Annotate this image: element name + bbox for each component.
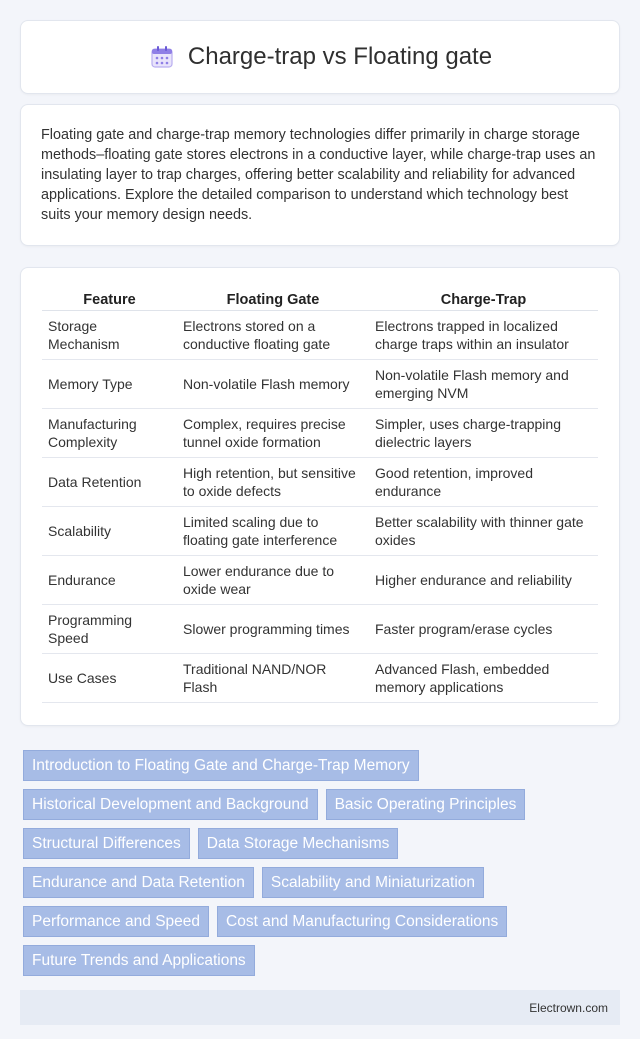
table-cell-charge-trap: Better scalability with thinner gate oxides <box>369 507 598 556</box>
table-cell-floating-gate: Non-volatile Flash memory <box>177 360 369 409</box>
table-cell-charge-trap: Advanced Flash, embedded memory applications <box>369 654 598 703</box>
calendar-icon <box>148 43 176 71</box>
table-cell-feature: Storage Mechanism <box>42 311 177 360</box>
topic-tags <box>20 750 620 976</box>
table-row <box>42 556 598 605</box>
footer-site-name: Electrown.com <box>529 1000 608 1015</box>
table-cell-floating-gate: Traditional NAND/NOR Flash <box>177 654 369 703</box>
table-cell-floating-gate: Lower endurance due to oxide wear <box>177 556 369 605</box>
table-row <box>42 458 598 507</box>
topic-tag[interactable]: Future Trends and Applications <box>23 945 255 976</box>
table-cell-floating-gate: Slower programming times <box>177 605 369 654</box>
header-charge-trap: Charge-Trap <box>369 288 598 311</box>
table-cell-feature: Scalability <box>42 507 177 556</box>
page-title: Charge-trap vs Floating gate <box>187 43 493 70</box>
table-row <box>42 311 598 360</box>
table-row <box>42 507 598 556</box>
intro-card <box>20 104 620 246</box>
table-cell-charge-trap: Good retention, improved endurance <box>369 458 598 507</box>
table-cell-feature: Use Cases <box>42 654 177 703</box>
footer <box>20 990 620 1025</box>
table-cell-feature: Programming Speed <box>42 605 177 654</box>
table-row <box>42 654 598 703</box>
topic-tag[interactable]: Data Storage Mechanisms <box>198 828 399 859</box>
table-cell-floating-gate: High retention, but sensitive to oxide defects <box>177 458 369 507</box>
table-cell-charge-trap: Simpler, uses charge-trapping dielectric layers <box>369 409 598 458</box>
topic-tag[interactable]: Structural Differences <box>23 828 190 859</box>
table-cell-charge-trap: Higher endurance and reliability <box>369 556 598 605</box>
intro-text: Floating gate and charge-trap memory technologies differ primarily in charge storage methods–floating gate stores electrons in a conductive layer, while charge-trap uses an insulating layer to trap charges, offering better scalability and reliability for advanced applications. Explore the detailed comparison to understand which technology best suits your memory design needs. <box>41 127 596 223</box>
table-cell-feature: Manufacturing Complexity <box>42 409 177 458</box>
topic-tag[interactable]: Endurance and Data Retention <box>23 867 254 898</box>
topic-tag[interactable]: Introduction to Floating Gate and Charge-Trap Memory <box>23 750 419 781</box>
table-header-row <box>42 288 598 311</box>
header-floating-gate: Floating Gate <box>177 288 369 311</box>
comparison-table-card <box>20 267 620 726</box>
table-cell-floating-gate: Complex, requires precise tunnel oxide formation <box>177 409 369 458</box>
table-row <box>42 605 598 654</box>
table-row <box>42 360 598 409</box>
topic-tag[interactable]: Cost and Manufacturing Considerations <box>217 906 507 937</box>
table-cell-feature: Memory Type <box>42 360 177 409</box>
comparison-table <box>42 288 598 703</box>
table-cell-floating-gate: Limited scaling due to floating gate interference <box>177 507 369 556</box>
topic-tag[interactable]: Scalability and Miniaturization <box>262 867 484 898</box>
table-cell-charge-trap: Faster program/erase cycles <box>369 605 598 654</box>
title-card <box>20 20 620 94</box>
table-cell-feature: Data Retention <box>42 458 177 507</box>
table-cell-charge-trap: Non-volatile Flash memory and emerging NVM <box>369 360 598 409</box>
table-row <box>42 409 598 458</box>
topic-tag[interactable]: Basic Operating Principles <box>326 789 526 820</box>
table-cell-floating-gate: Electrons stored on a conductive floating gate <box>177 311 369 360</box>
topic-tag[interactable]: Performance and Speed <box>23 906 209 937</box>
table-cell-feature: Endurance <box>42 556 177 605</box>
header-feature: Feature <box>42 288 177 311</box>
topic-tag[interactable]: Historical Development and Background <box>23 789 318 820</box>
table-cell-charge-trap: Electrons trapped in localized charge traps within an insulator <box>369 311 598 360</box>
